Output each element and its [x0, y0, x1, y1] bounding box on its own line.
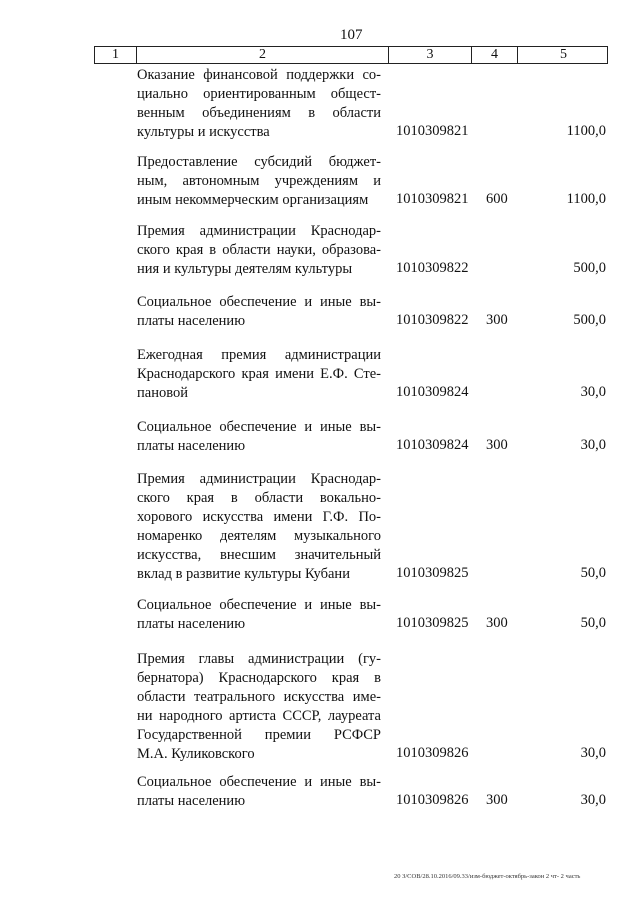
target-code: 1010309826	[396, 792, 469, 808]
row-description	[137, 66, 381, 142]
header-col-4: 4	[472, 47, 518, 63]
row-description	[137, 418, 381, 456]
description-line: Оказание финансовой поддержки со-	[137, 67, 381, 83]
document-footer: 20 З/СОВ/28.10.2016/09.33/изм-бюджет-октябрь-закон 2 чт- 2 часть	[394, 873, 581, 880]
description-line: М.А. Куликовского	[137, 746, 255, 762]
table-header	[94, 46, 608, 64]
description-line: Государственной премии РСФСР	[137, 727, 381, 743]
target-code: 1010309825	[396, 615, 469, 631]
description-line: хорового искусства имени Г.Ф. По-	[137, 509, 381, 525]
description-line: Премия администрации Краснодар-	[137, 471, 381, 487]
expense-type: 300	[486, 312, 508, 328]
row-description	[137, 470, 381, 584]
description-line: циально ориентированным общест-	[137, 86, 381, 102]
target-code: 1010309822	[396, 312, 469, 328]
row-description	[137, 596, 381, 634]
row-description	[137, 293, 381, 331]
amount: 30,0	[580, 792, 606, 808]
description-line: ния и культуры деятелям культуры	[137, 261, 353, 277]
amount: 1100,0	[566, 191, 606, 207]
description-line: номаренко деятелям музыкального	[137, 528, 381, 544]
description-line: Социальное обеспечение и иные вы-	[137, 597, 381, 613]
description-line: Премия главы администрации (гу-	[137, 651, 381, 667]
row-description	[137, 346, 381, 403]
amount: 50,0	[580, 565, 606, 581]
description-line: бернатора) Краснодарского края в	[137, 670, 381, 686]
amount: 30,0	[580, 745, 606, 761]
target-code: 1010309825	[396, 565, 469, 581]
row-description	[137, 773, 381, 811]
description-line: Социальное обеспечение и иные вы-	[137, 419, 381, 435]
amount: 30,0	[580, 437, 606, 453]
expense-type: 600	[486, 191, 508, 207]
description-line: Ежегодная премия администрации	[137, 347, 381, 363]
description-line: платы населению	[137, 438, 246, 454]
description-line: платы населению	[137, 616, 246, 632]
row-description	[137, 222, 381, 279]
row-description	[137, 153, 381, 210]
expense-type: 300	[486, 615, 508, 631]
target-code: 1010309822	[396, 260, 469, 276]
target-code: 1010309824	[396, 437, 469, 453]
description-line: Премия администрации Краснодар-	[137, 223, 381, 239]
expense-type: 300	[486, 437, 508, 453]
header-col-2: 2	[137, 47, 389, 63]
description-line: платы населению	[137, 793, 246, 809]
description-line: Предоставление субсидий бюджет-	[137, 154, 381, 170]
target-code: 1010309821	[396, 191, 469, 207]
description-line: ни народного артиста СССР, лауреата	[137, 708, 381, 724]
description-line: платы населению	[137, 313, 246, 329]
target-code: 1010309821	[396, 123, 469, 139]
description-line: вклад в развитие культуры Кубани	[137, 566, 350, 582]
row-description	[137, 650, 381, 764]
page-number: 107	[340, 27, 363, 43]
description-line: пановой	[137, 385, 188, 401]
amount: 30,0	[580, 384, 606, 400]
description-line: венным объединениям в области	[137, 105, 381, 121]
description-line: искусства, внесшим значительный	[137, 547, 381, 563]
description-line: области театрального искусства име-	[137, 689, 381, 705]
description-line: ского края в области вокально-	[137, 490, 381, 506]
header-col-1: 1	[95, 47, 137, 63]
description-line: ным, автономным учреждениям и	[137, 173, 381, 189]
amount: 1100,0	[566, 123, 606, 139]
amount: 50,0	[580, 615, 606, 631]
amount: 500,0	[573, 260, 606, 276]
target-code: 1010309824	[396, 384, 469, 400]
description-line: ского края в области науки, образова-	[137, 242, 381, 258]
target-code: 1010309826	[396, 745, 469, 761]
description-line: Социальное обеспечение и иные вы-	[137, 294, 381, 310]
description-line: культуры и искусства	[137, 124, 270, 140]
header-col-5: 5	[560, 47, 567, 62]
expense-type: 300	[486, 792, 508, 808]
description-line: Социальное обеспечение и иные вы-	[137, 774, 381, 790]
description-line: Краснодарского края имени Е.Ф. Сте-	[137, 366, 381, 382]
description-line: иным некоммерческим организациям	[137, 192, 369, 208]
header-col-3: 3	[389, 47, 472, 63]
amount: 500,0	[573, 312, 606, 328]
